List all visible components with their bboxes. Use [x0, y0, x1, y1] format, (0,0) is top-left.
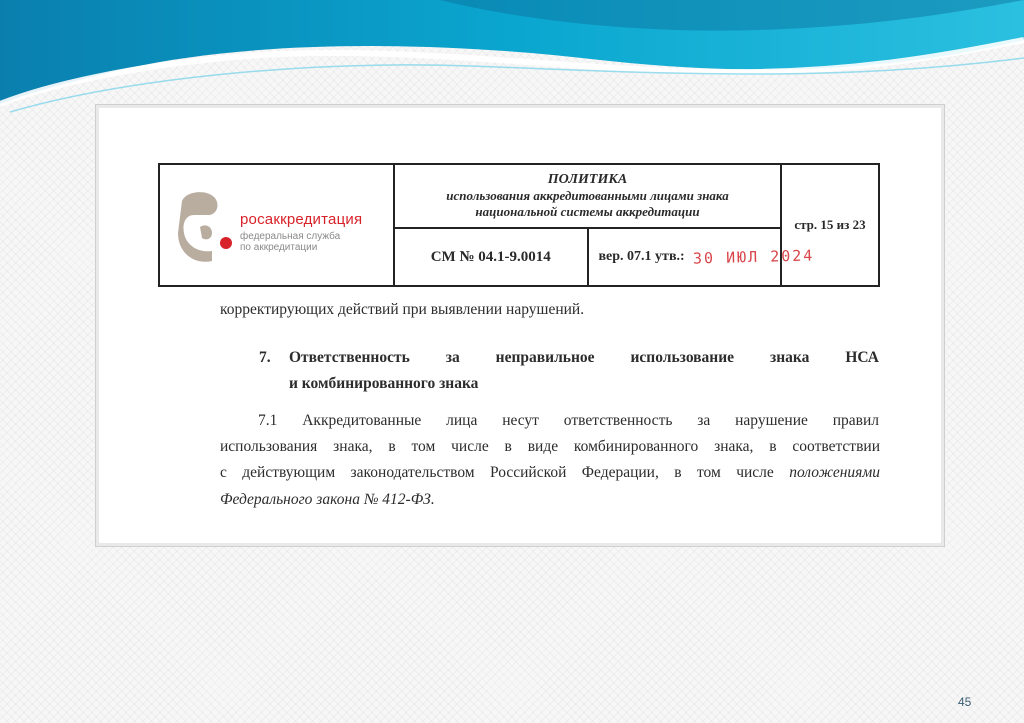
section-title-line-2: и комбинированного знака [289, 375, 479, 392]
org-subtitle: федеральная служба по аккредитации [240, 231, 341, 253]
rosaccreditation-logo-icon [176, 187, 234, 267]
paragraph-line-4: Федерального закона № 412-ФЗ. [220, 491, 435, 508]
paragraph-line-1: 7.1 Аккредитованные лица несут ответственность за нарушение правил [258, 412, 879, 429]
continuation-line: корректирующих действий при выявлении нарушений. [220, 301, 585, 318]
policy-title-cell [394, 164, 781, 228]
document-header-table [158, 163, 880, 287]
policy-title: ПОЛИТИКА [547, 172, 628, 187]
document-code: СМ № 04.1-9.0014 [394, 228, 588, 286]
page-info: стр. 15 из 23 [781, 164, 879, 286]
wave-banner [0, 0, 1024, 120]
version-label: вер. 07.1 утв.: [598, 249, 685, 264]
org-name: росаккредитация [240, 211, 363, 228]
org-logo-cell [159, 164, 394, 286]
policy-subtitle-line-2: национальной системы аккредитации [475, 204, 700, 219]
paragraph-line-2: использования знака, в том числе в виде комбинированного знака, в соответствии [220, 438, 880, 455]
approval-date-stamp: 30 ИЮЛ 2024 [692, 246, 815, 268]
paragraph-line-3: с действующим законодательством Российской Федерации, в том числе положениями [220, 464, 880, 481]
policy-subtitle-line-1: использования аккредитованными лицами знака [446, 188, 729, 203]
version-cell [588, 228, 815, 286]
section-title-line-1: Ответственность за неправильное использование знака НСА [289, 349, 879, 366]
italic-reference: положениями [789, 464, 880, 481]
section-number: 7. [259, 349, 271, 366]
slide-number: 45 [958, 695, 972, 709]
document-scan [95, 104, 945, 547]
